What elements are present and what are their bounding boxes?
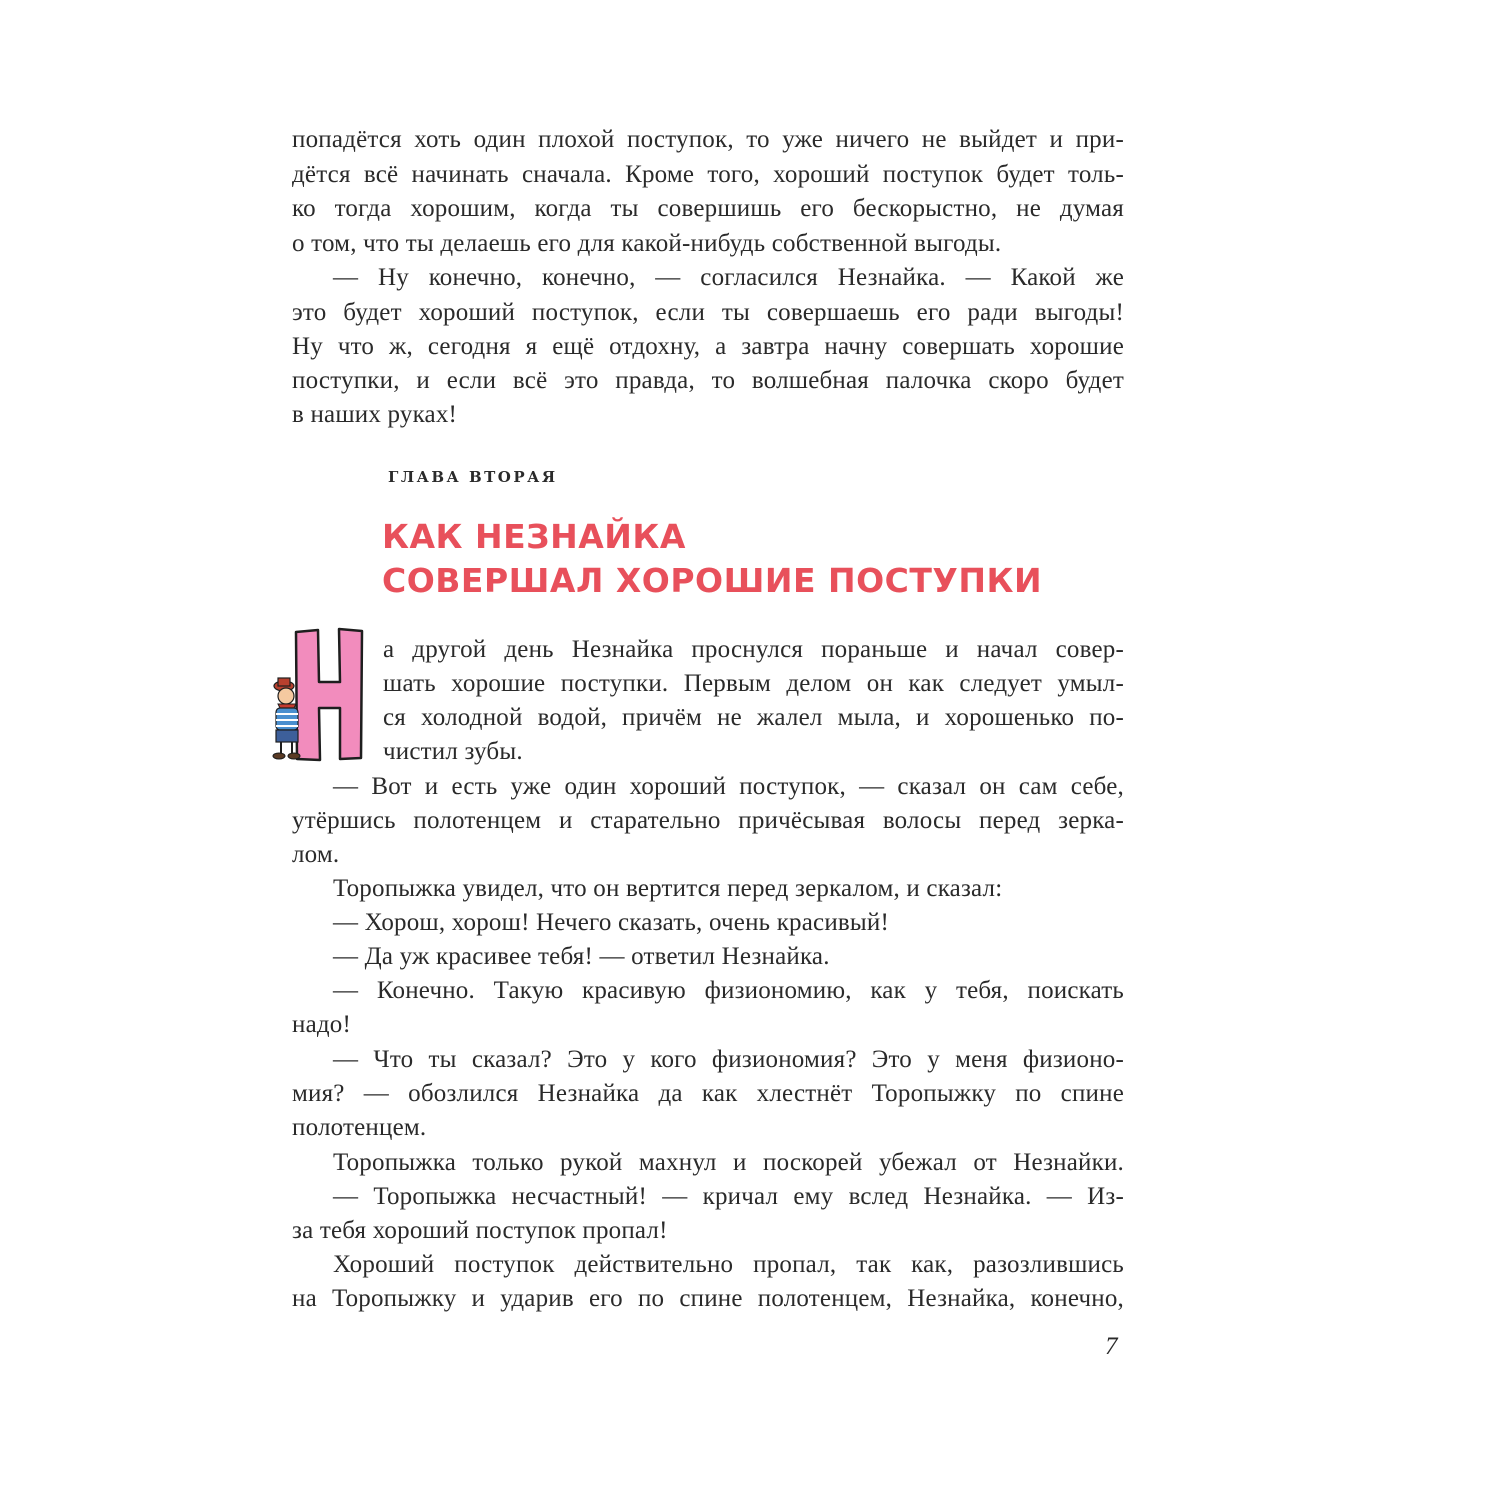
text-line: ко тогда хорошим, когда ты совершишь его бескорыстно, не думая <box>292 195 1124 222</box>
text-line: о том, что ты делаешь его для какой-нибудь собственной выгоды. <box>292 230 1002 257</box>
text-line: это будет хороший поступок, если ты совершаешь его ради выгоды! <box>292 299 1124 326</box>
text-line: шать хорошие поступки. Первым делом он как следует умыл- <box>383 670 1124 697</box>
text-line: попадётся хоть один плохой поступок, то уже ничего не выйдет и при- <box>292 126 1124 153</box>
text-line: — Да уж красивее тебя! — ответил Незнайка. <box>333 943 830 970</box>
text-line: — Вот и есть уже один хороший поступок, — сказал он сам себе, <box>333 773 1124 800</box>
text-line: поступки, и если всё это правда, то волшебная палочка скоро будет <box>292 367 1124 394</box>
drop-cap-letter-icon <box>266 626 376 762</box>
text-line: — Хорош, хорош! Нечего сказать, очень красивый! <box>333 909 890 936</box>
text-line: лом. <box>292 841 340 868</box>
text-line: на Торопыжку и ударив его по спине полотенцем, Незнайка, конечно, <box>292 1285 1124 1312</box>
text-line: Хороший поступок действительно пропал, так как, разозлившись <box>333 1251 1124 1278</box>
text-line: — Конечно. Такую красивую физиономию, как у тебя, поискать <box>333 977 1124 1004</box>
text-line: утёршись полотенцем и старательно причёсывая волосы перед зерка- <box>292 807 1124 834</box>
text-line: — Что ты сказал? Это у кого физиономия? Это у меня физионо- <box>333 1046 1124 1073</box>
text-line: а другой день Незнайка проснулся пораньше и начал совер- <box>383 636 1124 663</box>
text-line: ся холодной водой, причём не жалел мыла, и хорошенько по- <box>383 704 1124 731</box>
text-line: в наших руках! <box>292 401 458 428</box>
text-line: Торопыжка только рукой махнул и поскорей убежал от Незнайки. <box>333 1149 1124 1176</box>
text-line: за тебя хороший поступок пропал! <box>292 1217 668 1244</box>
chapter-title <box>382 515 1042 603</box>
chapter-title-line: КАК НЕЗНАЙКА <box>382 517 686 556</box>
text-line: — Торопыжка несчастный! — кричал ему вслед Незнайка. — Из- <box>333 1183 1124 1210</box>
page-number: 7 <box>1105 1333 1118 1360</box>
text-line: полотенцем. <box>292 1114 427 1141</box>
text-line: надо! <box>292 1011 352 1038</box>
drop-cap-illustration <box>266 626 376 762</box>
chapter-label: ГЛАВА ВТОРАЯ <box>388 468 558 486</box>
text-line: Ну что ж, сегодня я ещё отдохну, а завтра начну совершать хорошие <box>292 333 1124 360</box>
text-line: мия? — обозлился Незнайка да как хлестнёт Торопыжку по спине <box>292 1080 1124 1107</box>
text-line: дётся всё начинать сначала. Кроме того, хороший поступок будет толь- <box>292 161 1124 188</box>
chapter-title-line: СОВЕРШАЛ ХОРОШИЕ ПОСТУПКИ <box>382 561 1043 600</box>
text-line: — Ну конечно, конечно, — согласился Незнайка. — Какой же <box>333 264 1124 291</box>
text-line: чистил зубы. <box>383 738 523 765</box>
text-line: Торопыжка увидел, что он вертится перед зеркалом, и сказал: <box>333 875 1003 902</box>
